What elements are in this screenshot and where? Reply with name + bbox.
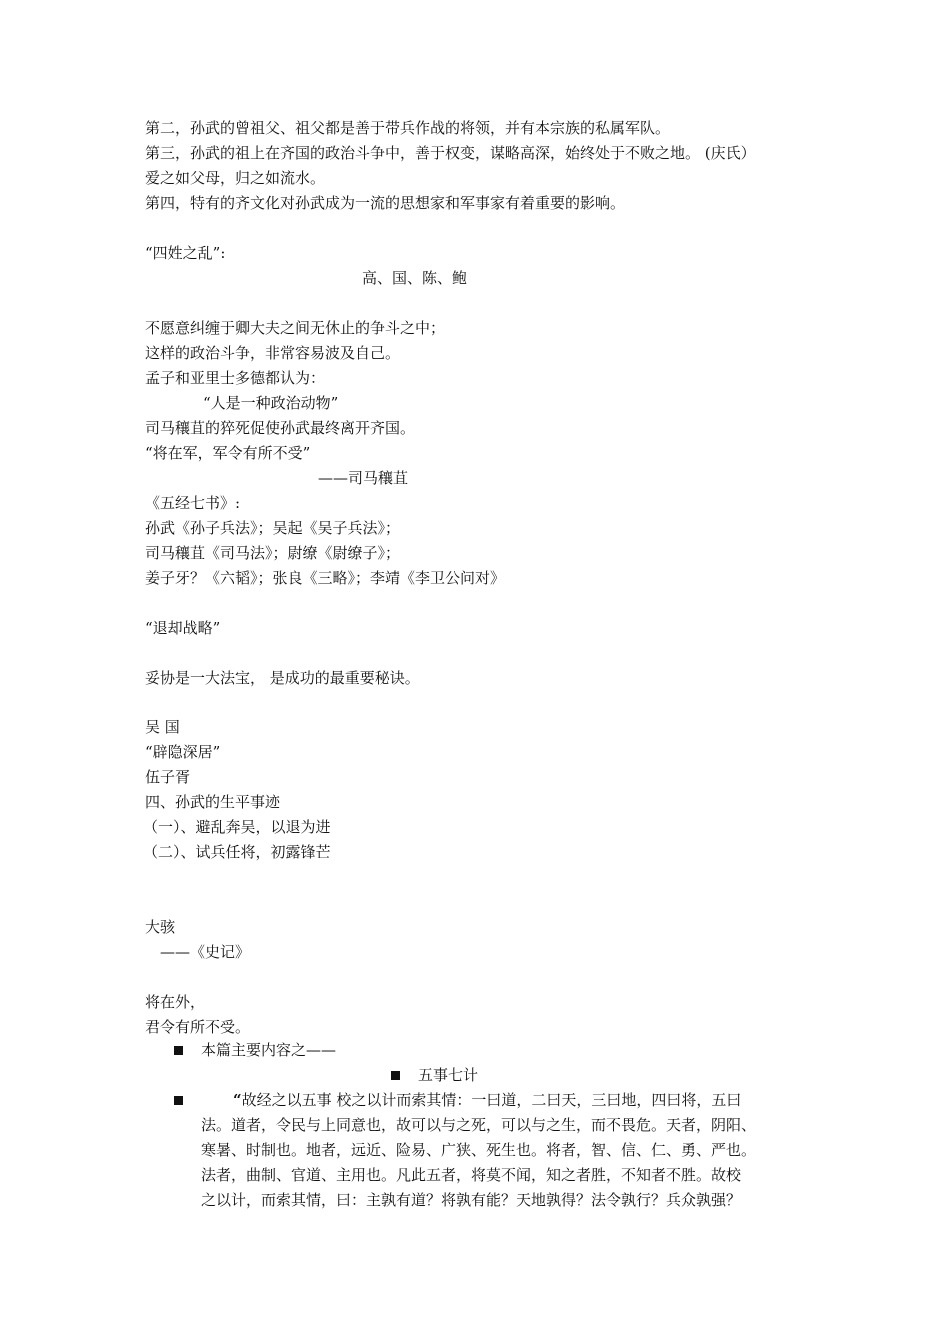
paragraph-line: 第四，特有的齐文化对孙武成为一流的思想家和军事家有着重要的影响。 [145,194,626,212]
section-heading: 四、孙武的生平事迹 [145,793,281,811]
paragraph-line: 君令有所不受。 [145,1018,251,1036]
quote-paragraph-line [201,1115,809,1135]
open-quote-mark: “ [233,1091,242,1109]
quote-text: 故经之以五事 校之以计而索其情：一曰道，二曰天，三曰地，四曰将，五曰 [241,1091,742,1109]
centered-line: 高、国、陈、鲍 [362,269,468,287]
paragraph-line: 第三，孙武的祖上在齐国的政治斗争中，善于权变，谋略高深，始终处于不败之地。 (庆氏） [145,144,756,162]
paragraph-line: 孟子和亚里士多德都认为： [145,369,326,387]
paragraph-line: 伍子胥 [145,768,191,786]
paragraph-line: 姜子牙？《六韬》；张良《三略》；李靖《李卫公问对》 [145,569,506,587]
paragraph-line: 这样的政治斗争，非常容易波及自己。 [145,344,401,362]
paragraph-line: “四姓之乱”: [145,244,226,262]
paragraph-line: 《五经七书》: [145,494,241,512]
quote-paragraph-line [233,1090,809,1110]
attribution-line: ——《史记》 [160,943,251,961]
paragraph-line: 爱之如父母，归之如流水。 [145,169,326,187]
subsection-heading: （二）、试兵任将，初露锋芒 [143,843,331,861]
paragraph-line: “辟隐深居” [145,743,221,761]
square-bullet-icon [174,1096,183,1105]
paragraph-line: 孙武《孙子兵法》；吴起《吴子兵法》； [145,519,401,537]
paragraph-line: 司马穰苴的猝死促使孙武最终离开齐国。 [145,419,416,437]
subsection-heading: （一）、避乱奔吴，以退为进 [143,818,331,836]
quote-line: “人是一种政治动物” [203,394,339,412]
quote-paragraph-line [201,1165,809,1185]
paragraph-line: 司马穰苴《司马法》；尉缭《尉缭子》； [145,544,401,562]
bullet-item: 本篇主要内容之—— [201,1041,337,1059]
quote-paragraph-line [201,1140,809,1160]
quote-text: 法者，曲制、官道、主用也。凡此五者，将莫不闻，知之者胜，不知者不胜。故校 [201,1166,742,1184]
paragraph-line: 妥协是一大法宝， 是成功的最重要秘诀。 [145,669,420,687]
quote-text: 法。道者，令民与上同意也，故可以与之死，可以与之生，而不畏危。天者，阴阳、 [201,1116,757,1134]
paragraph-line: 不愿意纠缠于卿大夫之间无休止的争斗之中； [145,319,446,337]
paragraph-line: 将在外， [145,993,206,1011]
square-bullet-icon [391,1071,400,1080]
quote-line: “将在军，军令有所不受” [145,444,311,462]
square-bullet-icon [174,1046,183,1055]
paragraph-line: “退却战略” [145,619,221,637]
quote-text: 寒暑、时制也。地者，远近、险易、广狭、死生也。将者，智、信、仁、勇、严也。 [201,1141,757,1159]
bullet-item: 五事七计 [418,1066,479,1084]
quote-text: 之以计，而索其情，曰：主孰有道？将孰有能？天地孰得？法令孰行？兵众孰强？ [201,1191,742,1209]
paragraph-line: 大骇 [145,918,176,936]
paragraph-line: 吴 国 [145,718,180,736]
attribution-line: ——司马穰苴 [318,469,409,487]
paragraph-line: 第二，孙武的曾祖父、祖父都是善于带兵作战的将领，并有本宗族的私属军队。 [145,119,671,137]
quote-paragraph-line [201,1190,809,1210]
